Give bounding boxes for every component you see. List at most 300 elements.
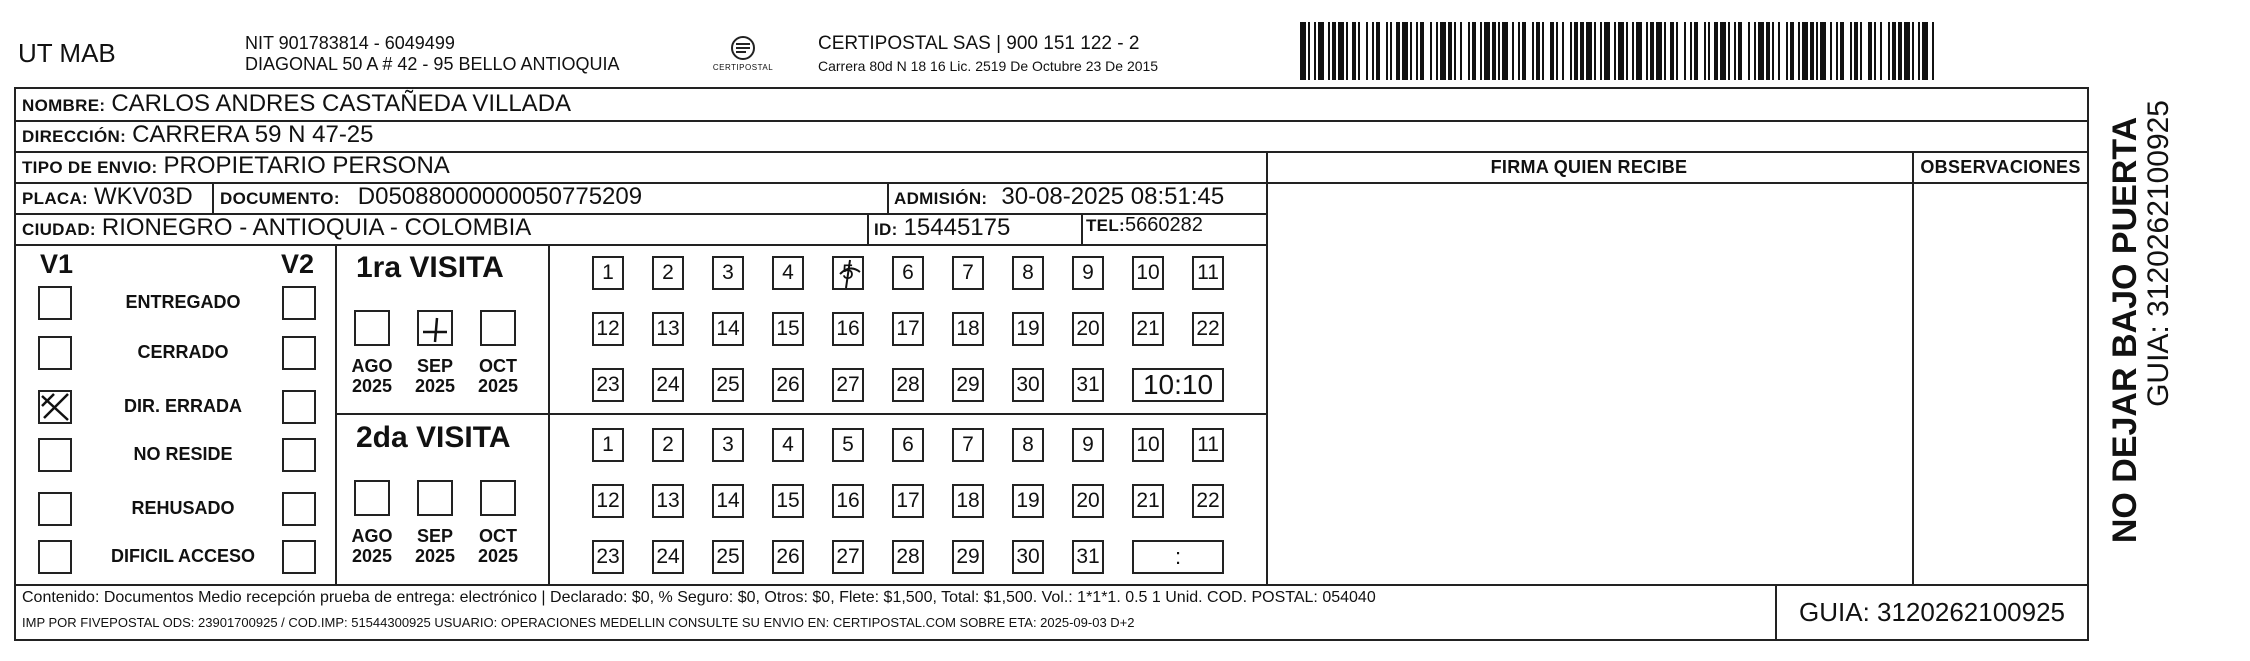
status-option-label: NO RESIDE: [133, 444, 233, 464]
footer-guia: GUIA: 3120262100925: [1799, 597, 2065, 627]
month-year: 2025: [351, 376, 393, 396]
barcode-bar: [1758, 22, 1764, 80]
day-number: 11: [1197, 261, 1219, 284]
barcode-bar: [1714, 22, 1718, 80]
company-name: UT MAB: [18, 38, 116, 68]
day-number: 29: [956, 373, 980, 396]
first-visit-day[interactable]: [892, 368, 924, 402]
month-year: 2025: [414, 376, 456, 396]
barcode-bar: [1498, 22, 1500, 80]
barcode-bar: [1888, 22, 1890, 80]
first-visit-day[interactable]: [1072, 256, 1104, 290]
barcode-bar: [1580, 22, 1584, 80]
status-option-label: DIR. ERRADA: [123, 396, 242, 416]
no-dejar-bajo-puerta: NO DEJAR BAJO PUERTA: [2106, 116, 2144, 544]
day-number: 21: [1136, 489, 1160, 512]
month-name: OCT: [479, 356, 517, 376]
barcode-bar: [1918, 22, 1920, 80]
barcode-bar: [1816, 22, 1818, 80]
first-visit-day[interactable]: [772, 312, 804, 346]
second-visit-day[interactable]: [1072, 428, 1104, 462]
barcode-bar: [1536, 22, 1540, 80]
barcode-bar: [1830, 22, 1832, 80]
barcode-bar: [1542, 22, 1544, 80]
barcode-bar: [1484, 22, 1490, 80]
first-visit-day[interactable]: [592, 312, 624, 346]
barcode-bar: [1308, 22, 1310, 80]
barcode-bar: [1562, 22, 1564, 80]
day-number: 16: [836, 489, 860, 512]
second-visit-day[interactable]: [892, 484, 924, 518]
documento-label: DOCUMENTO:: [220, 189, 340, 208]
first-visit-month-box[interactable]: [480, 310, 516, 346]
day-number: 10: [1136, 261, 1160, 284]
barcode-bar: [1402, 22, 1408, 80]
barcode-bar: [1480, 22, 1482, 80]
second-visit-day[interactable]: [1132, 484, 1164, 518]
v2-checkbox[interactable]: [282, 492, 316, 526]
first-visit-day[interactable]: [832, 256, 864, 290]
day-number: 9: [1082, 433, 1094, 456]
barcode-bar: [1522, 22, 1526, 80]
barcode: [1300, 22, 1940, 80]
second-visit-day[interactable]: [1192, 428, 1224, 462]
barcode-bar: [1472, 22, 1476, 80]
day-number: 22: [1196, 489, 1220, 512]
day-number: 25: [716, 545, 740, 568]
second-visit-day[interactable]: [1192, 484, 1224, 518]
day-number: 12: [596, 317, 620, 340]
day-number: 12: [596, 489, 620, 512]
day-number: 2: [662, 261, 674, 284]
day-number: 23: [596, 545, 620, 568]
time-value: :: [1174, 544, 1182, 569]
first-visit-day[interactable]: [952, 312, 984, 346]
second-visit-day[interactable]: [712, 428, 744, 462]
second-visit-month-box[interactable]: [417, 480, 453, 516]
first-visit-day[interactable]: [712, 368, 744, 402]
first-visit-day[interactable]: [952, 368, 984, 402]
barcode-bar: [1600, 22, 1602, 80]
barcode-bar: [1798, 22, 1800, 80]
barcode-bar: [1790, 22, 1794, 80]
day-number: 22: [1196, 317, 1220, 340]
day-number: 20: [1076, 317, 1100, 340]
second-visit-day[interactable]: [832, 428, 864, 462]
v1-checkbox[interactable]: [38, 492, 72, 526]
day-number: 30: [1016, 373, 1040, 396]
barcode-bar: [1604, 22, 1610, 80]
first-visit-day[interactable]: [1012, 256, 1044, 290]
day-number: 27: [836, 545, 860, 568]
barcode-bar: [1332, 22, 1336, 80]
second-visit-day[interactable]: [592, 484, 624, 518]
day-number: 31: [1076, 545, 1100, 568]
second-visit-month-label: [342, 526, 402, 566]
first-visit-day[interactable]: [892, 312, 924, 346]
first-visit-time-field[interactable]: [1132, 368, 1224, 402]
day-number: 2: [662, 433, 674, 456]
second-visit-month-label: [468, 526, 528, 566]
second-visit-day[interactable]: [772, 484, 804, 518]
first-visit-day[interactable]: [712, 256, 744, 290]
second-visit-day[interactable]: [772, 428, 804, 462]
carrier-name: CERTIPOSTAL SAS | 900 151 122 - 2: [818, 33, 1140, 54]
barcode-bar: [1376, 22, 1380, 80]
barcode-bar: [1932, 22, 1934, 80]
barcode-bar: [1586, 22, 1592, 80]
signature-area[interactable]: [1268, 184, 1910, 582]
v1-label: V1: [40, 249, 74, 279]
barcode-bar: [1300, 22, 1306, 80]
day-number: 25: [716, 373, 740, 396]
barcode-bar: [1766, 22, 1770, 80]
barcode-bar: [1532, 22, 1534, 80]
first-visit-day[interactable]: [652, 312, 684, 346]
day-number: 17: [896, 489, 920, 512]
barcode-bar: [1880, 22, 1882, 80]
first-visit-day[interactable]: [832, 312, 864, 346]
barcode-bar: [1868, 22, 1872, 80]
day-number: 15: [776, 489, 800, 512]
barcode-bar: [1338, 22, 1344, 80]
v2-checkbox[interactable]: [282, 336, 316, 370]
day-number: 16: [836, 317, 860, 340]
barcode-bar: [1854, 22, 1858, 80]
direccion-label: DIRECCIÓN:: [22, 127, 127, 146]
admision-value: 30-08-2025 08:51:45: [1001, 183, 1225, 210]
barcode-bar: [1346, 22, 1348, 80]
day-number: 9: [1082, 261, 1094, 284]
second-visit-title: 2da VISITA: [356, 421, 511, 454]
barcode-bar: [1570, 22, 1572, 80]
barcode-bar: [1850, 22, 1852, 80]
barcode-bar: [1656, 22, 1662, 80]
day-number: 13: [656, 317, 680, 340]
day-number: 5: [842, 433, 854, 456]
second-visit-day[interactable]: [832, 540, 864, 574]
day-number: 1: [602, 433, 614, 456]
barcode-bar: [1454, 22, 1456, 80]
first-visit-day[interactable]: [892, 256, 924, 290]
barcode-bar: [1430, 22, 1432, 80]
first-visit-day[interactable]: [1012, 312, 1044, 346]
barcode-bar: [1840, 22, 1844, 80]
observations-area[interactable]: [1914, 184, 2087, 582]
first-visit-day[interactable]: [1192, 312, 1224, 346]
day-number: 10: [1136, 433, 1160, 456]
first-visit-day[interactable]: [1072, 312, 1104, 346]
barcode-bar: [1772, 22, 1774, 80]
barcode-bar: [1704, 22, 1706, 80]
first-visit-day[interactable]: [772, 256, 804, 290]
status-option-label: DIFICIL ACCESO: [110, 546, 255, 566]
day-number: 20: [1076, 489, 1100, 512]
first-visit-title: 1ra VISITA: [356, 251, 504, 284]
v1-checkbox[interactable]: [38, 540, 72, 574]
day-number: 26: [776, 373, 800, 396]
barcode-bar: [1614, 22, 1616, 80]
barcode-bar: [1410, 22, 1412, 80]
barcode-bar: [1618, 22, 1624, 80]
nombre-value: CARLOS ANDRES CASTAÑEDA VILLADA: [111, 90, 572, 117]
v2-checkbox[interactable]: [282, 390, 316, 424]
first-visit-day[interactable]: [652, 256, 684, 290]
second-visit-day[interactable]: [1072, 540, 1104, 574]
day-number: 6: [902, 433, 914, 456]
barcode-bar: [1358, 22, 1360, 80]
observaciones-label: OBSERVACIONES: [1920, 157, 2081, 177]
v1-checkbox[interactable]: [38, 336, 72, 370]
day-number: 30: [1016, 545, 1040, 568]
barcode-bar: [1690, 22, 1692, 80]
day-number: 11: [1197, 433, 1219, 456]
second-visit-day[interactable]: [652, 540, 684, 574]
barcode-bar: [1366, 22, 1368, 80]
status-option-label: ENTREGADO: [125, 292, 241, 312]
day-number: 14: [716, 317, 740, 340]
second-visit-month-label: [405, 526, 465, 566]
ciudad-value: RIONEGRO - ANTIOQUIA - COLOMBIA: [101, 214, 532, 241]
barcode-bar: [1898, 22, 1902, 80]
first-visit-day[interactable]: [592, 256, 624, 290]
day-number: 13: [656, 489, 680, 512]
barcode-bar: [1556, 22, 1558, 80]
day-number: 26: [776, 545, 800, 568]
second-visit-day[interactable]: [772, 540, 804, 574]
company-nit: NIT 901783814 - 6049499: [245, 33, 455, 53]
month-year: 2025: [477, 546, 519, 566]
barcode-bar: [1328, 22, 1330, 80]
logo-text: CERTIPOSTAL: [712, 63, 774, 72]
id-label: ID:: [874, 220, 898, 239]
v2-checkbox[interactable]: [282, 286, 316, 320]
tipo-envio-value: PROPIETARIO PERSONA: [163, 152, 450, 179]
barcode-bar: [1626, 22, 1628, 80]
first-visit-day[interactable]: [772, 368, 804, 402]
second-visit-day[interactable]: [652, 428, 684, 462]
day-number: 8: [1022, 433, 1034, 456]
day-number: 17: [896, 317, 920, 340]
day-number: 18: [956, 489, 980, 512]
day-number: 5: [842, 261, 854, 284]
day-number: 27: [836, 373, 860, 396]
barcode-bar: [1390, 22, 1392, 80]
placa-value: WKV03D: [94, 183, 193, 210]
month-year: 2025: [414, 546, 456, 566]
barcode-bar: [1318, 22, 1324, 80]
v1-checkbox[interactable]: [38, 438, 72, 472]
day-number: 28: [896, 545, 920, 568]
barcode-bar: [1820, 22, 1826, 80]
first-visit-day[interactable]: [1192, 256, 1224, 290]
barcode-bar: [1664, 22, 1666, 80]
barcode-bar: [1778, 22, 1780, 80]
barcode-bar: [1728, 22, 1730, 80]
v2-checkbox[interactable]: [282, 540, 316, 574]
second-visit-day[interactable]: [712, 540, 744, 574]
barcode-bar: [1786, 22, 1788, 80]
barcode-bar: [1912, 22, 1914, 80]
first-visit-day[interactable]: [592, 368, 624, 402]
direccion-value: CARRERA 59 N 47-25: [132, 121, 374, 148]
barcode-bar: [1448, 22, 1452, 80]
first-visit-day[interactable]: [1132, 256, 1164, 290]
day-number: 31: [1076, 373, 1100, 396]
barcode-bar: [1574, 22, 1578, 80]
firma-label: FIRMA QUIEN RECIBE: [1490, 157, 1688, 177]
month-year: 2025: [477, 376, 519, 396]
second-visit-day[interactable]: [592, 540, 624, 574]
placa-label: PLACA:: [22, 189, 89, 208]
barcode-bar: [1720, 22, 1726, 80]
month-name: AGO: [351, 356, 393, 376]
first-visit-day[interactable]: [832, 368, 864, 402]
first-visit-month-label: [405, 356, 465, 396]
day-number: 4: [782, 261, 794, 284]
barcode-bar: [1352, 22, 1356, 80]
barcode-bar: [1734, 22, 1736, 80]
id-value: 15445175: [903, 214, 1011, 241]
barcode-bar: [1436, 22, 1438, 80]
day-number: 29: [956, 545, 980, 568]
day-number: 4: [782, 433, 794, 456]
barcode-bar: [1860, 22, 1862, 80]
second-visit-day[interactable]: [952, 540, 984, 574]
barcode-bar: [1676, 22, 1678, 80]
barcode-bar: [1836, 22, 1838, 80]
second-visit-month-box[interactable]: [480, 480, 516, 516]
second-visit-day[interactable]: [1072, 484, 1104, 518]
day-number: 8: [1022, 261, 1034, 284]
month-year: 2025: [351, 546, 393, 566]
barcode-bar: [1460, 22, 1462, 80]
barcode-bar: [1440, 22, 1446, 80]
barcode-bar: [1492, 22, 1496, 80]
second-visit-day[interactable]: [952, 484, 984, 518]
pen-mark-icon: [419, 312, 451, 344]
second-visit-day[interactable]: [952, 428, 984, 462]
second-visit-day[interactable]: [832, 484, 864, 518]
barcode-bar: [1892, 22, 1896, 80]
day-number: 3: [722, 433, 734, 456]
second-visit-time-field[interactable]: [1132, 540, 1224, 574]
first-visit-month-label: [468, 356, 528, 396]
first-visit-day[interactable]: [652, 368, 684, 402]
v2-label: V2: [281, 249, 315, 279]
day-number: 15: [776, 317, 800, 340]
barcode-bar: [1502, 22, 1508, 80]
ciudad-label: CIUDAD:: [22, 220, 96, 239]
month-name: OCT: [479, 526, 517, 546]
barcode-bar: [1694, 22, 1698, 80]
second-visit-day[interactable]: [892, 540, 924, 574]
barcode-bar: [1468, 22, 1470, 80]
barcode-bar: [1594, 22, 1596, 80]
barcode-bar: [1420, 22, 1424, 80]
barcode-bar: [1386, 22, 1388, 80]
time-value: 10:10: [1142, 369, 1214, 400]
nombre-label: NOMBRE:: [22, 96, 106, 115]
pen-mark-icon: [836, 258, 864, 290]
barcode-bar: [1550, 22, 1554, 80]
carrier-license: Carrera 80d N 18 16 Lic. 2519 De Octubre 23 De 2015: [818, 58, 1159, 74]
day-number: 1: [602, 261, 614, 284]
second-visit-day[interactable]: [592, 428, 624, 462]
status-option-label: CERRADO: [137, 342, 229, 362]
second-visit-day[interactable]: [712, 484, 744, 518]
barcode-bar: [1684, 22, 1686, 80]
day-number: 24: [656, 545, 680, 568]
month-name: AGO: [351, 526, 393, 546]
day-number: 18: [956, 317, 980, 340]
footer-content: Contenido: Documentos Medio recepción prueba de entrega: electrónico | Declarado: $0, % Seguro: $0, Otros: $0, Flete: $1,500, Total: $1,500. Vol.: 1*1*1. 0.5 1 Unid. COD. POSTAL: 054040: [22, 589, 1376, 606]
barcode-bar: [1922, 22, 1928, 80]
day-number: 19: [1016, 489, 1040, 512]
v2-checkbox[interactable]: [282, 438, 316, 472]
tel-label: TEL:: [1086, 216, 1125, 235]
day-number: 6: [902, 261, 914, 284]
second-visit-day[interactable]: [1012, 540, 1044, 574]
barcode-bar: [1670, 22, 1674, 80]
side-guia: GUIA: 3120262100925: [2142, 100, 2175, 407]
second-visit-day[interactable]: [1012, 428, 1044, 462]
month-name: SEP: [416, 356, 454, 376]
second-visit-day[interactable]: [1132, 428, 1164, 462]
first-visit-month-box[interactable]: [417, 310, 453, 346]
barcode-bar: [1802, 22, 1808, 80]
first-visit-day[interactable]: [712, 312, 744, 346]
check-mark-icon: [40, 392, 70, 422]
first-visit-day[interactable]: [1072, 368, 1104, 402]
barcode-bar: [1708, 22, 1710, 80]
day-number: 7: [962, 261, 974, 284]
certipostal-logo: [708, 34, 778, 78]
second-visit-day[interactable]: [892, 428, 924, 462]
day-number: 28: [896, 373, 920, 396]
v1-checkbox[interactable]: [38, 390, 72, 424]
second-visit-day[interactable]: [1012, 484, 1044, 518]
day-number: 19: [1016, 317, 1040, 340]
footer-imp: IMP POR FIVEPOSTAL ODS: 23901700925 / COD.IMP: 51544300925 USUARIO: OPERACIONES MEDELLIN CONSULTE SU ENVIO EN: CERTIPOSTAL.COM SOBRE ETA: 2025-09-03 D+2: [22, 615, 1135, 630]
admision-label: ADMISIÓN:: [894, 189, 988, 208]
barcode-bar: [1518, 22, 1520, 80]
barcode-bar: [1372, 22, 1374, 80]
day-number: 23: [596, 373, 620, 396]
barcode-bar: [1636, 22, 1642, 80]
first-visit-day[interactable]: [952, 256, 984, 290]
month-name: SEP: [416, 526, 454, 546]
v1-checkbox[interactable]: [38, 286, 72, 320]
documento-value: D05088000000050775209: [357, 183, 643, 210]
company-address: DIAGONAL 50 A # 42 - 95 BELLO ANTIOQUIA: [245, 54, 620, 74]
barcode-bar: [1512, 22, 1514, 80]
day-number: 24: [656, 373, 680, 396]
tel-value: 5660282: [1124, 214, 1203, 236]
first-visit-day[interactable]: [1132, 312, 1164, 346]
day-number: 7: [962, 433, 974, 456]
second-visit-day[interactable]: [652, 484, 684, 518]
status-option-label: REHUSADO: [131, 498, 235, 518]
second-visit-month-box[interactable]: [354, 480, 390, 516]
day-number: 21: [1136, 317, 1160, 340]
first-visit-month-box[interactable]: [354, 310, 390, 346]
first-visit-month-label: [342, 356, 402, 396]
day-number: 14: [716, 489, 740, 512]
day-number: 3: [722, 261, 734, 284]
barcode-bar: [1904, 22, 1910, 80]
first-visit-day[interactable]: [1012, 368, 1044, 402]
